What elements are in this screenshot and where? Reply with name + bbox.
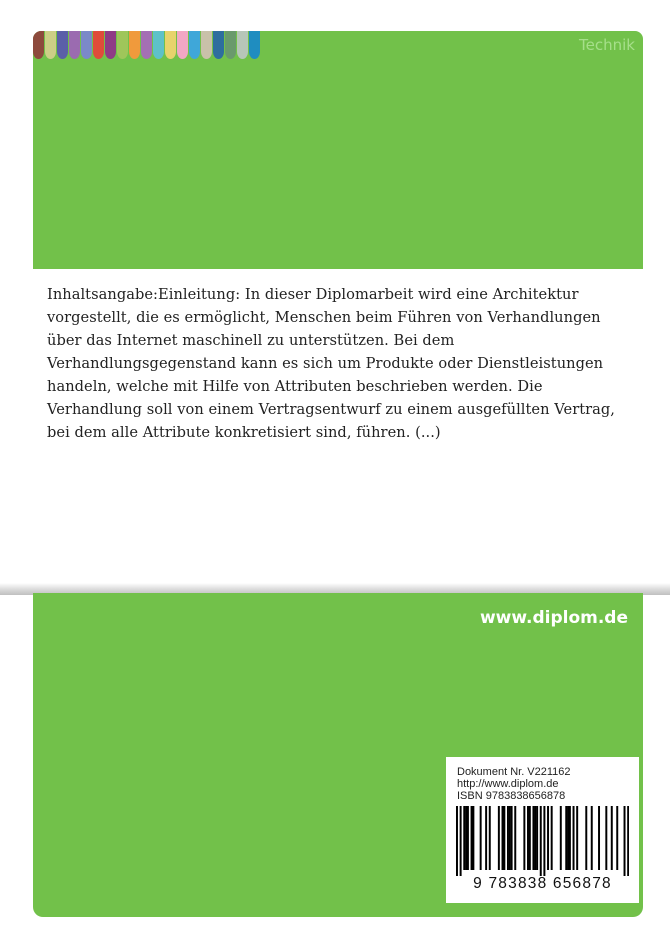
abstract-text: Inhaltsangabe:Einleitung: In dieser Diplomarbeit wird eine Architektur vorgestellt, die es ermöglicht, Menschen beim Führen von Verhandlungen über das Internet maschinell zu unterstützen. Bei dem Verhandlungsgegenstand kann es sich um Produkte oder Dienstleistungen handeln, welche mit Hilfe von Attributen beschrieben werden. Die Verhandlung soll von einem Vertragsentwurf zu einem ausgefüllten Vertrag, bei dem alle Attribute konkretisiert sind, führen. (...) [47,286,615,441]
barcode-bar [536,806,538,870]
barcode-bar [507,806,509,870]
color-stripe [117,31,128,59]
barcode-bar [472,806,474,870]
color-stripe [153,31,164,59]
barcode-bar [616,806,618,870]
barcode-bar [576,806,578,870]
color-stripe [45,31,56,59]
color-stripe [201,31,212,59]
barcode-bar [529,806,531,870]
barcode-bar [511,806,513,870]
barcode [456,806,629,876]
barcode-bar [489,806,491,870]
barcode-bar [467,806,469,870]
barcode-bar [624,806,626,876]
barcode-bar [471,806,473,870]
barcode-bar [573,806,575,870]
barcode-bar [534,806,536,870]
barcode-bar [551,806,553,870]
color-stripe [33,31,44,59]
color-stripe [129,31,140,59]
barcode-bar [598,806,600,870]
color-stripe [141,31,152,59]
barcode-bar [627,806,629,876]
cover-top-panel [33,31,643,269]
barcode-bar [514,806,516,870]
color-stripe [237,31,248,59]
barcode-bar [465,806,467,870]
barcode-bar [527,806,529,870]
document-number: Dokument Nr. V221162 [457,766,571,778]
barcode-bar [503,806,505,870]
barcode-bar [591,806,593,870]
color-stripe [69,31,80,59]
barcode-bar [605,806,607,870]
barcode-bar [585,806,587,870]
cover-bottom-panel [33,593,643,917]
barcode-bar [460,806,462,876]
barcode-bar [547,806,549,870]
barcode-bar [560,806,562,870]
category-label: Technik [579,36,635,54]
barcode-bar [456,806,458,876]
barcode-bar [480,806,482,870]
color-stripe [93,31,104,59]
document-url[interactable]: http://www.diplom.de [457,778,559,790]
barcode-bar [498,806,500,870]
barcode-bar [485,806,487,870]
color-stripes [33,31,261,59]
color-stripe [57,31,68,59]
color-stripe [189,31,200,59]
barcode-bar [502,806,504,870]
barcode-bar [611,806,613,870]
barcode-bar [540,806,542,876]
barcode-bar [463,806,465,870]
barcode-bar [567,806,569,870]
color-stripe [225,31,236,59]
barcode-bar [543,806,545,876]
barcode-digits: 9 783838 656878 [473,875,612,892]
color-stripe [105,31,116,59]
isbn-info-box [446,757,639,903]
color-stripe [165,31,176,59]
barcode-bar [532,806,534,870]
barcode-bar [523,806,525,870]
barcode-bar [569,806,571,870]
barcode-bar [565,806,567,870]
publisher-website[interactable]: www.diplom.de [479,608,628,628]
isbn-text: ISBN 9783838656878 [457,790,566,802]
color-stripe [249,31,260,59]
barcode-bar [509,806,511,870]
color-stripe [213,31,224,59]
color-stripe [177,31,188,59]
color-stripe [81,31,92,59]
